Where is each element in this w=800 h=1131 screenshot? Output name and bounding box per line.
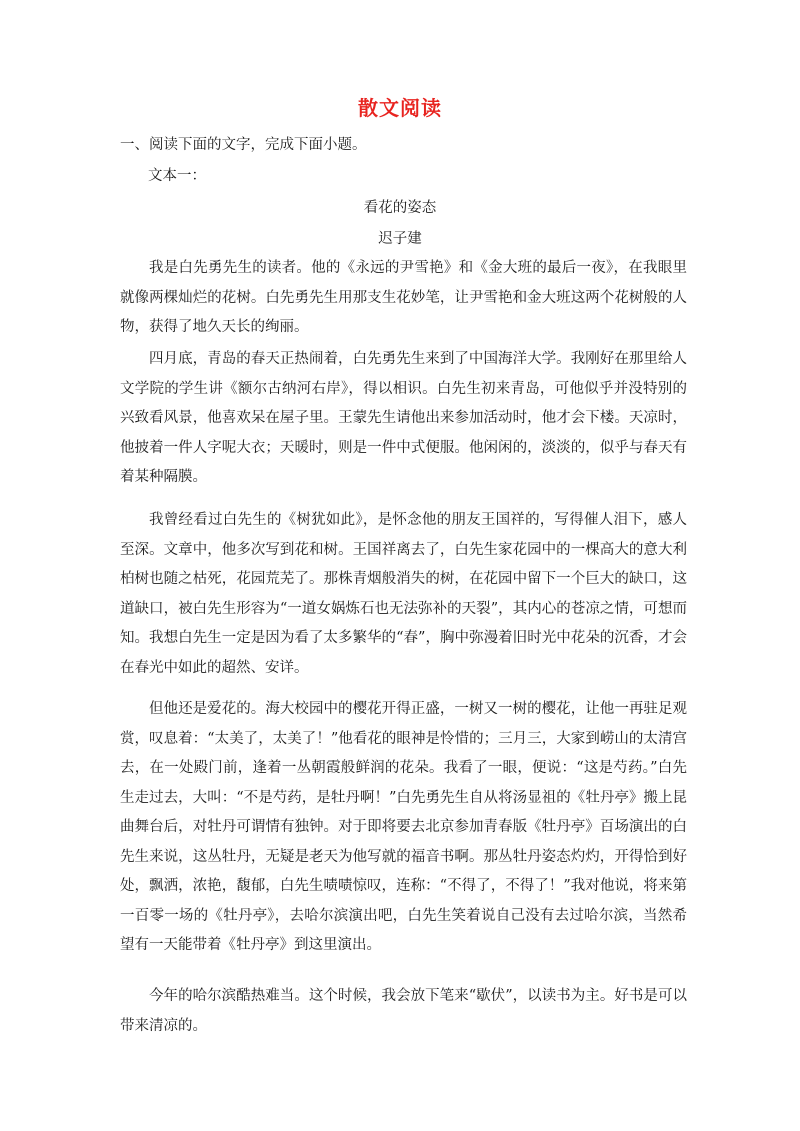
paragraph: 我曾经看过白先生的《树犹如此》，是怀念他的朋友王国祥的，写得催人泪下，感人至深。文章中，他多次写到花和树。王国祥离去了，白先生家花园中的一棵高大的意大利柏树也随之枯死，花园荒芜了。那株青烟般消失的树，在花园中留下一个巨大的缺口，这道缺口，被白先生形容为“一道女娲炼石也无法弥补的天裂”，其内心的苍凉之情，可想而知。我想白先生一定是因为看了太多繁华的“春”，胸中弥漫着旧时光中花朵的沉香，才会在春光中如此的超然、安详。: [120, 512, 687, 676]
article-author: 迟子建: [378, 231, 422, 247]
paragraph: 我是白先勇先生的读者。他的《永远的尹雪艳》和《金大班的最后一夜》，在我眼里就像两棵灿烂的花树。白先勇先生用那支生花妙笔，让尹雪艳和金大班这两个花树般的人物，获得了地久天长的绚丽。: [120, 260, 687, 335]
paragraph: 今年的哈尔滨酷热难当。这个时候，我会放下笔来“歇伏”，以读书为主。好书是可以带来清凉的。: [120, 988, 687, 1034]
article-title: 看花的姿态: [363, 200, 437, 216]
document-title: 散文阅读: [358, 96, 442, 120]
text-label: 文本一：: [148, 168, 206, 184]
paragraph: 四月底，青岛的春天正热闹着，白先勇先生来到了中国海洋大学。我刚好在那里给人文学院的学生讲《额尔古纳河右岸》，得以相识。白先生初来青岛，可他似乎并没特别的兴致看风景，他喜欢呆在屋子里。王蒙先生请他出来参加活动时，他才会下楼。天凉时，他披着一件人字呢大衣；天暖时，则是一件中式便服。他闲闲的，淡淡的，似乎与春天有着某种隔膜。: [120, 351, 687, 485]
paragraph: 但他还是爱花的。海大校园中的樱花开得正盛，一树又一树的樱花，让他一再驻足观赏，叹息着：“太美了，太美了！”他看花的眼神是怜惜的；三月三，大家到崂山的太清宫去，在一处殿门前，逢着一丛朝霞般鲜润的花朵。我看了一眼，便说：“这是芍药。”白先生走过去，大叫：“不是芍药，是牡丹啊！”白先勇先生自从将汤显祖的《牡丹亭》搬上昆曲舞台后，对牡丹可谓情有独钟。对于即将要去北京参加青春版《牡丹亭》百场演出的白先生来说，这丛牡丹，无疑是老天为他写就的福音书啊。那丛牡丹姿态灼灼，开得恰到好处，飘洒，浓艳，馥郁，白先生啧啧惊叹，连称：“不得了，不得了！”我对他说，将来第一百零一场的《牡丹亭》，去哈尔滨演出吧，白先生笑着说自己没有去过哈尔滨，当然希望有一天能带着《牡丹亭》到这里演出。: [120, 701, 687, 953]
question-instruction: 一、阅读下面的文字，完成下面小题。: [120, 137, 367, 153]
